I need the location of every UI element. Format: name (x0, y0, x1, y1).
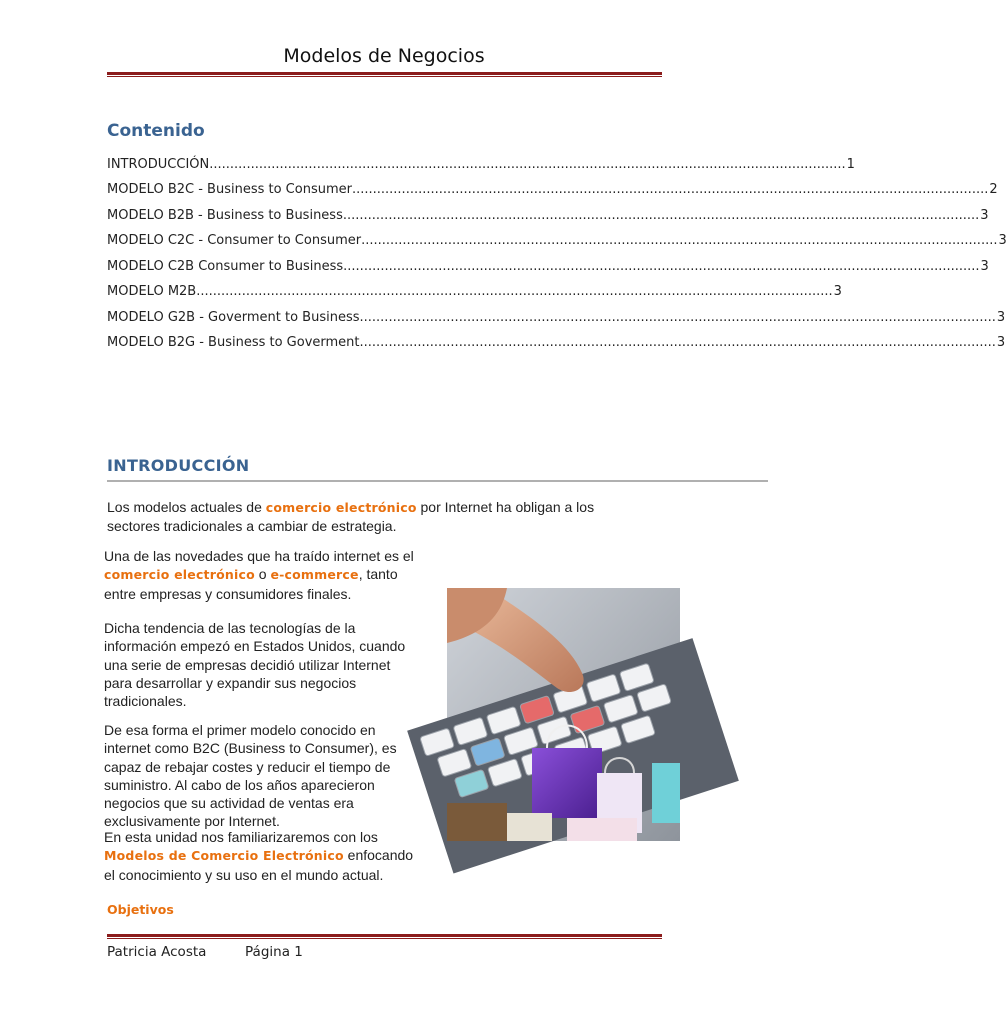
toc-entry-label: MODELO B2C - Business to Consumer (107, 182, 352, 197)
header-rule (107, 72, 662, 77)
intro-heading: INTRODUCCIÓN (107, 456, 250, 475)
toc-entry[interactable] (107, 325, 1006, 351)
intro-heading-rule (107, 480, 768, 482)
toc-entry[interactable] (107, 274, 842, 300)
text-run: o (254, 566, 271, 583)
text-run: Una de las novedades que ha traído internet es el (104, 548, 414, 564)
toc-entry-label: MODELO G2B - Goverment to Business (107, 309, 360, 325)
toc-entry-label: INTRODUCCIÓN (107, 156, 210, 172)
intro-paragraph-4: De esa forma el primer modelo conocido en internet como B2C (Business to Consumer), es capaz de rebajar costes y reducir el tiempo de suministro. Al cabo de los años aparecieron negocios que su actividad de ventas era exclusivamente por Internet. (104, 722, 397, 830)
highlight-text: Modelos de Comercio Electrónico (104, 848, 344, 864)
keyboard-shopping-bags-photo (447, 588, 680, 841)
intro-paragraph-2 (104, 547, 416, 603)
text-run: , tanto entre empresas y consumidores finales. (104, 566, 398, 602)
text-run: En esta unidad nos familiarizaremos con los (104, 829, 378, 845)
toc-heading: Contenido (107, 121, 205, 141)
toc-entry-page: 3 (980, 207, 989, 223)
intro-paragraph-5 (104, 828, 416, 884)
toc-entry-page: 3 (833, 284, 842, 299)
footer-rule (107, 934, 662, 939)
highlight-text: comercio electrónico (265, 500, 417, 515)
toc-leader-dots: .......................................................................................................................................................... (342, 207, 980, 223)
objetivos-heading: Objetivos (107, 902, 174, 917)
toc-entry-page: 3 (980, 258, 989, 274)
page-footer (107, 944, 303, 960)
footer-author: Patricia Acosta (107, 944, 207, 960)
toc-leader-dots: .......................................................................................................................................................... (196, 284, 833, 299)
toc-entry-page: 3 (996, 309, 1006, 325)
text-run: Los modelos actuales de (107, 499, 266, 515)
toc-entry[interactable] (107, 197, 989, 223)
table-of-contents (107, 146, 1007, 350)
toc-entry[interactable] (107, 248, 989, 274)
toc-leader-dots: .......................................................................................................................................................... (359, 309, 996, 325)
toc-entry-page: 2 (989, 182, 998, 197)
toc-entry-label: MODELO M2B (107, 284, 197, 299)
text-run: enfocando el conocimiento y su uso en el mundo actual. (104, 847, 414, 883)
toc-entry[interactable] (107, 146, 855, 172)
toc-entry-label: MODELO C2C - Consumer to Consumer (107, 233, 362, 248)
toc-entry-page: 1 (846, 156, 855, 172)
intro-paragraph-3: Dicha tendencia de las tecnologías de la información empezó en Estados Unidos, cuando una serie de empresas decidió utilizar Internet para desarrollar y expandir sus negocios tradicionales. (104, 620, 406, 710)
intro-paragraph-1 (107, 498, 647, 536)
toc-entry-page: 3 (996, 335, 1006, 350)
highlight-text: e-commerce (270, 567, 359, 583)
document-header-title: Modelos de Negocios (283, 45, 485, 67)
text-run: por Internet ha obligan a los sectores tradicionales a cambiar de estrategia. (107, 499, 595, 535)
toc-entry[interactable] (107, 172, 998, 198)
toc-leader-dots: .......................................................................................................................................................... (359, 335, 996, 350)
toc-leader-dots: .......................................................................................................................................................... (361, 233, 998, 248)
toc-entry-page: 3 (998, 233, 1007, 248)
toc-entry[interactable] (107, 223, 1007, 249)
toc-leader-dots: .......................................................................................................................................................... (209, 156, 846, 172)
toc-leader-dots: .......................................................................................................................................................... (343, 258, 980, 274)
toc-entry-label: MODELO C2B Consumer to Business (107, 258, 344, 274)
footer-page-number: Página 1 (245, 944, 303, 960)
toc-leader-dots: .......................................................................................................................................................... (351, 182, 989, 197)
highlight-text: comercio electrónico (104, 567, 255, 583)
toc-entry-label: MODELO B2G - Business to Goverment (107, 335, 360, 350)
toc-entry-label: MODELO B2B - Business to Business (107, 207, 343, 223)
toc-entry[interactable] (107, 299, 1006, 325)
